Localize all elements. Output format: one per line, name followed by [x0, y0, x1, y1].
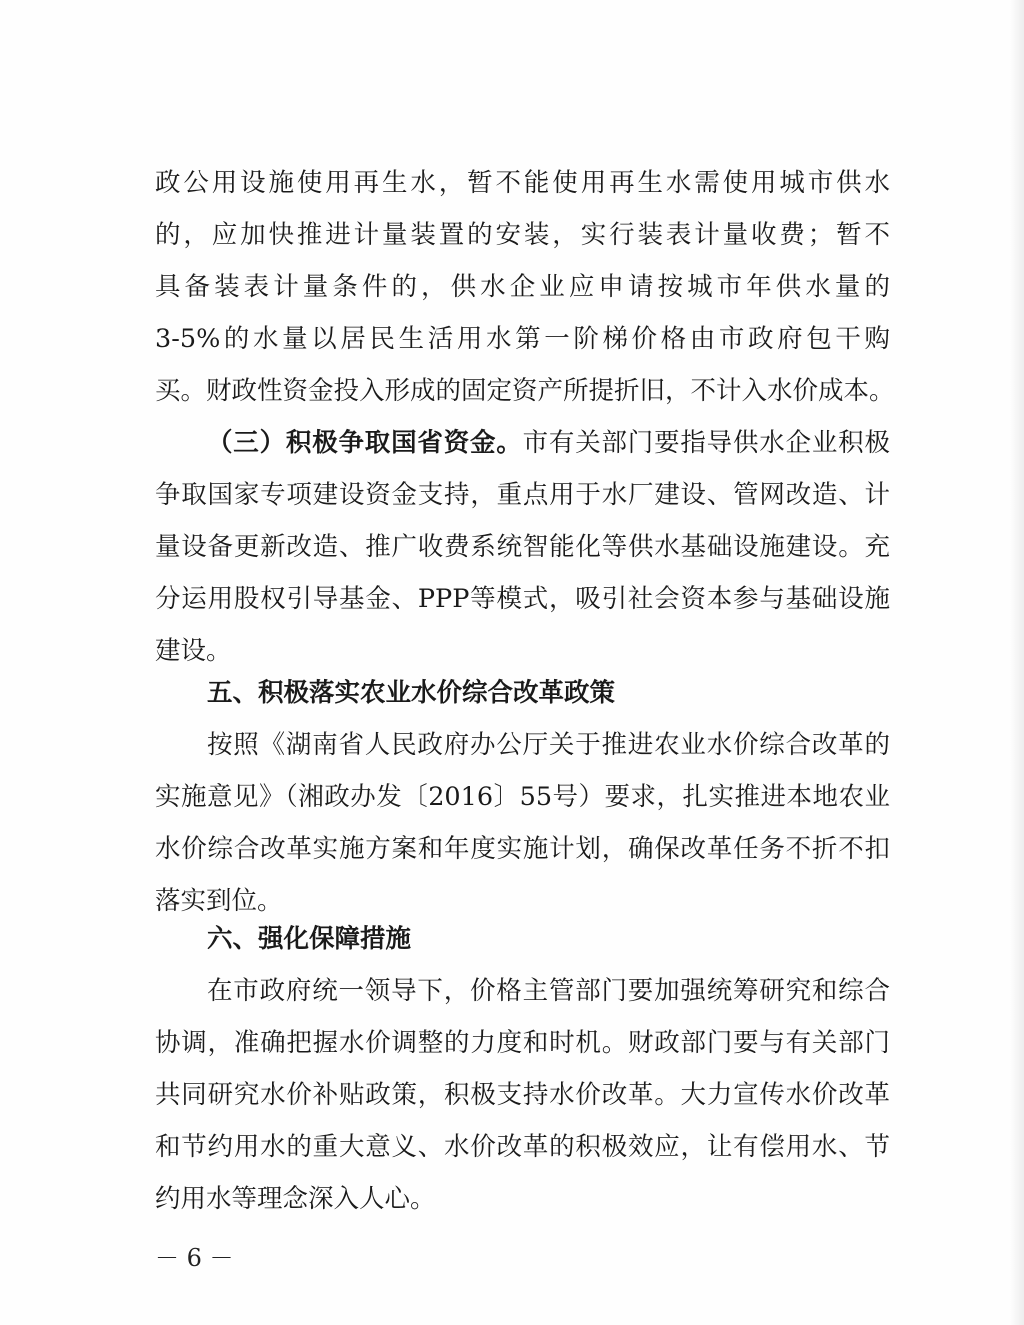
body-line: 具备装表计量条件的，供水企业应申请按城市年供水量的 — [155, 272, 890, 302]
body-line: 约用水等理念深入人心。 — [155, 1184, 436, 1214]
body-line: 3-5%的水量以居民生活用水第一阶梯价格由市政府包干购 — [155, 324, 890, 354]
section-three-heading: （三）积极争取国省资金。 — [207, 428, 523, 458]
body-line: 买。财政性资金投入形成的固定资产所提折旧，不计入水价成本。 — [155, 376, 895, 406]
body-line: 水价综合改革实施方案和年度实施计划，确保改革任务不折不扣 — [155, 834, 890, 864]
body-line: 分运用股权引导基金、PPP等模式，吸引社会资本参与基础设施 — [155, 584, 890, 614]
body-line: 市有关部门要指导供水企业积极 — [522, 428, 890, 458]
body-line: 落实到位。 — [155, 886, 283, 916]
body-line: 协调，准确把握水价调整的力度和时机。财政部门要与有关部门 — [155, 1028, 890, 1058]
section-six — [155, 913, 890, 1225]
body-line: 的，应加快推进计量装置的安装，实行装表计量收费；暂不 — [155, 220, 890, 250]
section-three-first-line — [155, 417, 890, 469]
body-line: 在市政府统一领导下，价格主管部门要加强统筹研究和综合 — [207, 976, 890, 1006]
body-line: 量设备更新改造、推广收费系统智能化等供水基础设施建设。充 — [155, 532, 890, 562]
body-line: 争取国家专项建设资金支持，重点用于水厂建设、管网改造、计 — [155, 480, 890, 510]
body-line: 按照《湖南省人民政府办公厅关于推进农业水价综合改革的 — [207, 730, 890, 760]
body-line: 政公用设施使用再生水，暂不能使用再生水需使用城市供水 — [155, 168, 890, 198]
section-six-heading: 六、强化保障措施 — [207, 924, 412, 954]
scan-edge-shadow — [1010, 0, 1024, 1325]
body-line: 建设。 — [155, 636, 232, 666]
body-line: 实施意见》（湘政办发〔2016〕55号）要求，扎实推进本地农业 — [155, 782, 890, 812]
paragraph-continuation — [155, 157, 895, 417]
section-five — [155, 667, 890, 927]
page-number: － 6 － — [155, 1244, 234, 1272]
section-three — [155, 417, 890, 677]
section-five-heading: 五、积极落实农业水价综合改革政策 — [207, 678, 616, 708]
body-line: 共同研究水价补贴政策，积极支持水价改革。大力宣传水价改革 — [155, 1080, 890, 1110]
body-line: 和节约用水的重大意义、水价改革的积极效应，让有偿用水、节 — [155, 1132, 890, 1162]
